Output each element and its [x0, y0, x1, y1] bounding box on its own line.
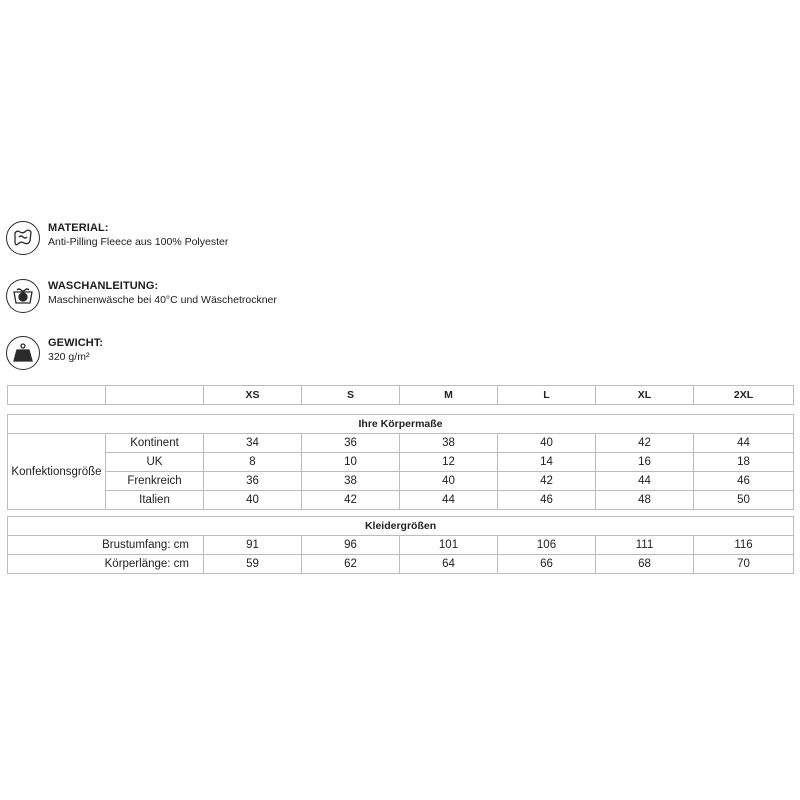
table-cell: 42 — [596, 434, 694, 453]
table-cell: 44 — [694, 434, 794, 453]
table-cell: 70 — [694, 555, 794, 574]
table-cell: 12 — [400, 453, 498, 472]
table-cell: 91 — [204, 536, 302, 555]
weight-icon — [6, 336, 40, 370]
row-label: Kontinent — [106, 434, 204, 453]
table-cell: 36 — [204, 472, 302, 491]
table-cell: 111 — [596, 536, 694, 555]
body-measurements-table — [7, 414, 794, 510]
table-cell: 64 — [400, 555, 498, 574]
table-cell: 38 — [302, 472, 400, 491]
size-header-2xl: 2XL — [694, 386, 794, 405]
size-header-xl: XL — [596, 386, 694, 405]
size-header-row — [8, 386, 794, 405]
table-cell: 40 — [400, 472, 498, 491]
weight-info — [6, 336, 103, 370]
table-cell: 8 — [204, 453, 302, 472]
size-header-s: S — [302, 386, 400, 405]
weight-title: GEWICHT: — [48, 337, 104, 349]
table-row — [8, 536, 794, 555]
row-label: UK — [106, 453, 204, 472]
table-cell: 40 — [498, 434, 596, 453]
table-cell: 46 — [694, 472, 794, 491]
table-cell: 10 — [302, 453, 400, 472]
table-cell: 42 — [302, 491, 400, 510]
size-header-table — [7, 385, 794, 405]
table-cell: 116 — [694, 536, 794, 555]
table-cell: 34 — [204, 434, 302, 453]
row-label: Brustumfang: cm — [8, 536, 204, 555]
empty-cell — [106, 386, 204, 405]
row-label: Frenkreich — [106, 472, 204, 491]
weight-value: 320 g/m² — [48, 351, 90, 363]
table-cell: 50 — [694, 491, 794, 510]
table-cell: 96 — [302, 536, 400, 555]
care-info — [6, 279, 277, 313]
care-title: WASCHANLEITUNG: — [48, 280, 159, 292]
size-header-xs: XS — [204, 386, 302, 405]
table-cell: 48 — [596, 491, 694, 510]
row-label: Italien — [106, 491, 204, 510]
table-cell: 68 — [596, 555, 694, 574]
table-cell: 14 — [498, 453, 596, 472]
table-cell: 44 — [596, 472, 694, 491]
washing-icon — [6, 279, 40, 313]
table-row — [8, 472, 794, 491]
table-cell: 42 — [498, 472, 596, 491]
table-cell: 101 — [400, 536, 498, 555]
table-cell: 40 — [204, 491, 302, 510]
table-cell: 38 — [400, 434, 498, 453]
table-cell: 62 — [302, 555, 400, 574]
table-cell: 66 — [498, 555, 596, 574]
table-row — [8, 434, 794, 453]
group-label: Konfektionsgröße — [8, 434, 106, 510]
garment-sizes-table — [7, 516, 794, 574]
fabric-icon — [6, 221, 40, 255]
size-header-m: M — [400, 386, 498, 405]
table-row — [8, 555, 794, 574]
table-cell: 46 — [498, 491, 596, 510]
table-cell: 106 — [498, 536, 596, 555]
table-cell: 59 — [204, 555, 302, 574]
table-cell: 18 — [694, 453, 794, 472]
table-cell: 36 — [302, 434, 400, 453]
size-header-l: L — [498, 386, 596, 405]
row-label: Körperlänge: cm — [8, 555, 204, 574]
table-cell: 16 — [596, 453, 694, 472]
body-measurements-title: Ihre Körpermaße — [8, 415, 794, 434]
table-row — [8, 453, 794, 472]
garment-sizes-title: Kleidergrößen — [8, 517, 794, 536]
empty-cell — [8, 386, 106, 405]
material-info — [6, 221, 228, 255]
care-value: Maschinenwäsche bei 40°C und Wäschetrockner — [48, 294, 277, 306]
material-title: MATERIAL: — [48, 222, 109, 234]
material-value: Anti-Pilling Fleece aus 100% Polyester — [48, 236, 229, 248]
table-cell: 44 — [400, 491, 498, 510]
table-row — [8, 491, 794, 510]
